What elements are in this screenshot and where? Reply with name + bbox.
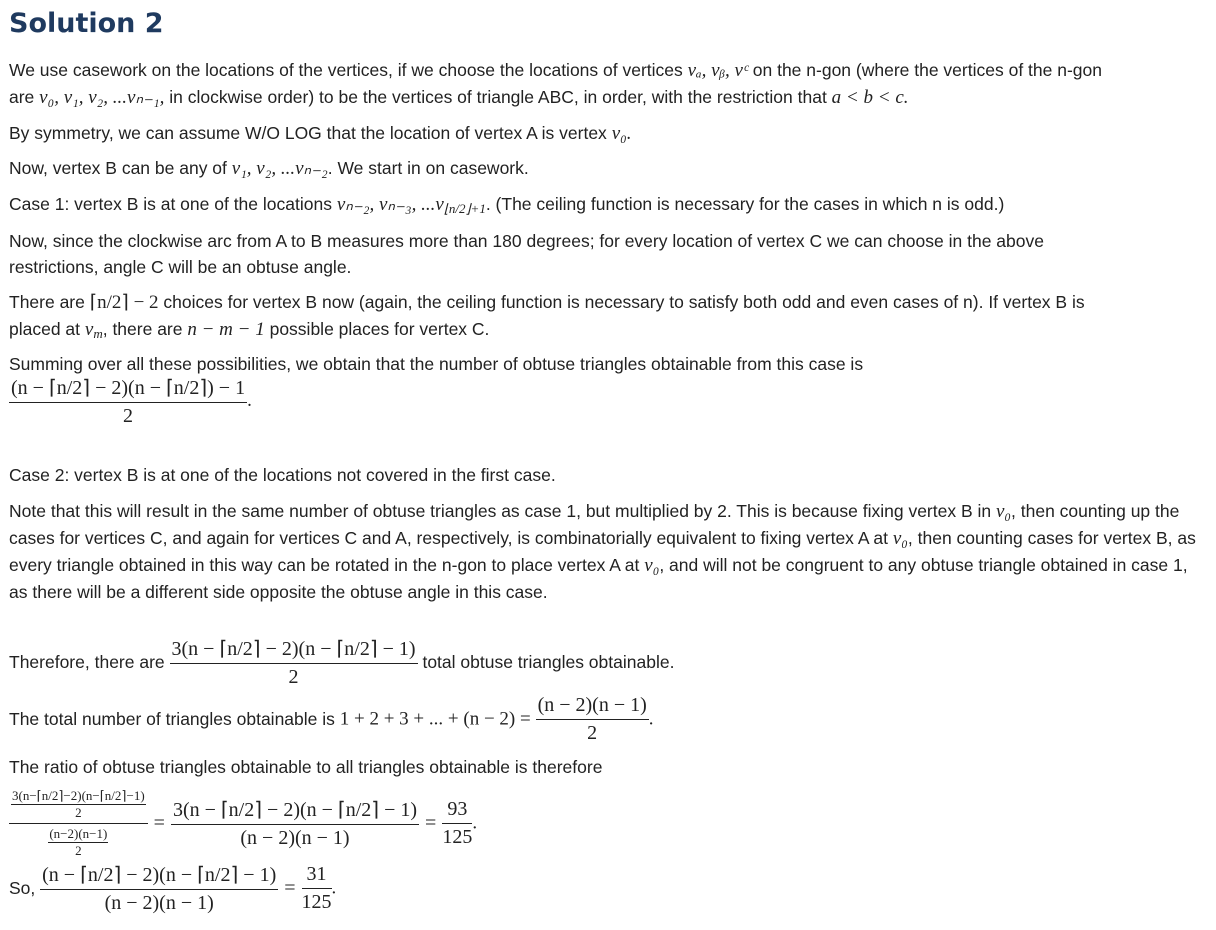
ratio-simplified-fraction: $\frac{3(n - ⌈n/2⌉ - 2)(n - ⌈n/2⌉ - 1)}{(n - 2)(n - 1)}$ [172, 799, 418, 849]
paragraph-case2-explanation: Note that this will result in the same number of obtuse triangles as case 1, but multiplied by 2. This is because fixing vertex B in v₀, then counting up the cases for vertices C, and again for vertices C and A, respectively, is combinatorially equivalent to fixing vertex A at v₀, then counting cases for vertex B, as every triangle obtained in this way can be rotated in the n-gon to place vertex A at v₀, and will not be congruent to any obtuse triangle obtained in case 1, as there will be a different side opposite the obtuse angle in this case. [9, 501, 1196, 602]
paragraph-case-1: Case 1: vertex B is at one of the locations vₙ₋₂, vₙ₋₃, $...v_{⌊n/2⌋+1}$. (The ceiling function is necessary for the cases in which n is odd.) [9, 194, 1005, 216]
math-v0-b: v₀ [892, 528, 908, 549]
math-v0-c: v₀ [644, 555, 660, 576]
math-vertex-list: v₀, v₁, v₂, ...vₙ₋₁, [39, 87, 165, 108]
math-vm: $v_m$ [84, 319, 103, 341]
math-case1-locations: vₙ₋₂, vₙ₋₃, $...v_{⌊n/2⌋+1}$ [336, 194, 486, 216]
conclusion-fraction: $\frac{(n - ⌈n/2⌉ - 2)(n - ⌈n/2⌉ - 1)}{(n - 2)(n - 1)}$ [42, 864, 277, 914]
ratio-compound-fraction [9, 788, 148, 859]
all-triangles-fraction: $\frac{(n - 2)(n - 1)}{2}$ [537, 694, 647, 744]
paragraph-arc: Now, since the clockwise arc from A to B measures more than 180 degrees; for every location of vertex C we can choose in the above restrictions, angle C will be an obtuse angle. [9, 231, 1044, 277]
case1-fraction: $\frac{(n - ⌈n/2⌉ - 2)(n - ⌈n/2⌉) - 1}{2}$ [11, 377, 246, 427]
solution-heading: Solution 2 [9, 8, 164, 39]
math-v1-list: v₁, v₂, ...vₙ₋₂ [231, 158, 328, 179]
ratio-value-fraction: $\frac{93}{125}$ [442, 798, 473, 848]
paragraph-vertex-b: Now, vertex B can be any of v₁, v₂, ...vₙ₋₂. We start in on casework. [9, 158, 529, 179]
paragraph-conclusion: So, $\frac{(n - ⌈n/2⌉ - 2)(n - ⌈n/2⌉ - 1)}{(n - 2)(n - 1)}$ = $\frac{31}{125}$ . [9, 863, 337, 914]
math-ceiling-choices: ⌈n/2⌉ − 2 [89, 292, 159, 313]
math-sum-expression: 1 + 2 + 3 + ... + (n − 2) = [339, 708, 531, 730]
paragraph-ratio: The ratio of obtuse triangles obtainable to all triangles obtainable is therefore [9, 757, 603, 777]
paragraph-case-2: Case 2: vertex B is at one of the locations not covered in the first case. [9, 465, 556, 485]
math-v0: v₀. [611, 123, 632, 144]
case1-fraction-block: $\frac{(n - ⌈n/2⌉ - 2)(n - ⌈n/2⌉) - 1}{2}$ . [11, 377, 252, 427]
paragraph-total-obtuse: Therefore, there are $\frac{3(n - ⌈n/2⌉ - 2)(n - ⌈n/2⌉ - 1)}{2}$ total obtuse triangles obtainable. [9, 638, 675, 688]
total-obtuse-fraction: $\frac{3(n - ⌈n/2⌉ - 2)(n - ⌈n/2⌉ - 1)}{2}$ [171, 638, 416, 688]
math-restriction: a < b < c. [831, 87, 909, 108]
math-v0-a: v₀ [995, 501, 1012, 522]
paragraph-total-triangles: The total number of triangles obtainable is 1 + 2 + 3 + ... + (n − 2) = $\frac{(n - 2)(n - 1)}{2}$ . [9, 694, 654, 744]
math-n-m-1: n − m − 1 [187, 319, 265, 340]
paragraph-symmetry: By symmetry, we can assume W/O LOG that the location of vertex A is vertex v₀. [9, 123, 632, 144]
paragraph-casework-intro: We use casework on the locations of the vertices, if we choose the locations of vertices vₐ, vᵦ, vᶜ on the n-gon (where the vertices of the n-gon are v₀, v₁, v₂, ...vₙ₋₁, in clockwise order) to be the vertices of triangle ABC, in order, with the restriction that a < b < c. [9, 60, 1102, 108]
paragraph-choices: There are ⌈n/2⌉ − 2 choices for vertex B now (again, the ceiling function is necessary to satisfy both odd and even cases of n). If vertex B is placed at $v_m$, there are n − m − 1 possible places for vertex C. [9, 292, 1085, 341]
ratio-compound-denominator: $\frac{(n-2)(n-1)}{2}$ [49, 826, 108, 858]
paragraph-summing: Summing over all these possibilities, we obtain that the number of obtuse triangles obtainable from this case is [9, 354, 864, 374]
ratio-equation: $\frac{\frac{3(n-⌈n/2⌉-2)(n-⌈n/2⌉-1)}{2}}{\frac{(n-2)(n-1)}{2}}$ = $\frac{3(n - ⌈n/2⌉ - 2)(n - ⌈n/2⌉ - 1)}{(n - 2)(n - 1)}$ = $\frac{93}{125}$ . [9, 788, 477, 859]
math-vertices-abc: vₐ, vᵦ, vᶜ [687, 60, 748, 81]
ratio-compound-numerator: $\frac{3(n-⌈n/2⌉-2)(n-⌈n/2⌉-1)}{2}$ [12, 788, 145, 820]
conclusion-value-fraction: $\frac{31}{125}$ [301, 863, 332, 913]
